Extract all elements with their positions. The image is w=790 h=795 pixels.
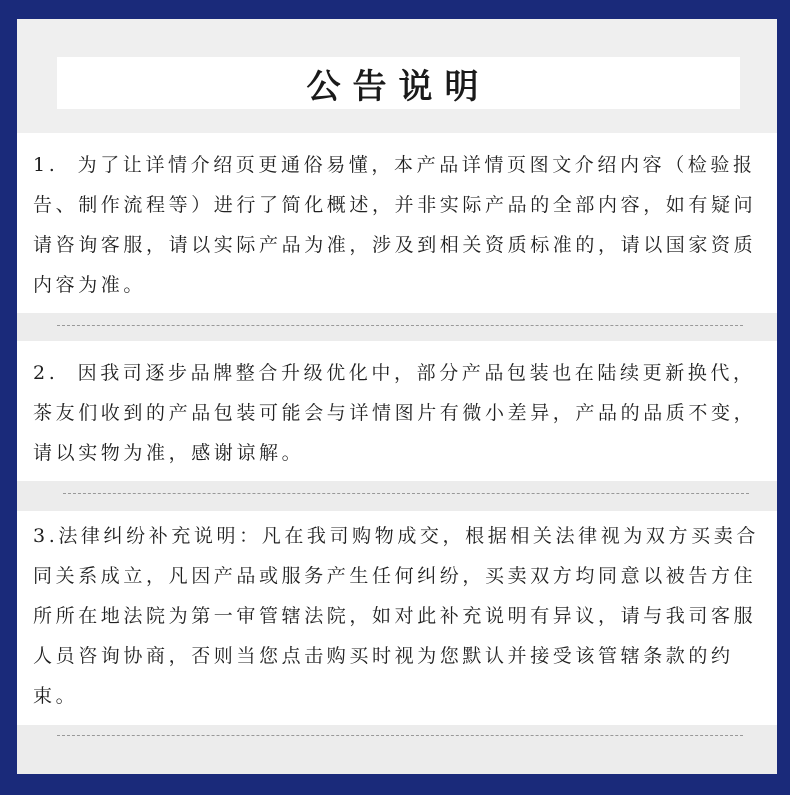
section-divider-2 [17,481,777,511]
notice-paragraph-1: 1. 为了让详情介绍页更通俗易懂，本产品详情页图文介绍内容（检验报告、制作流程等）进行了简化概述，并非实际产品的全部内容，如有疑问请咨询客服，请以实际产品为准，涉及到相关资质标准的，请以国家资质内容为准。 [33,154,757,296]
notice-section-3 [17,511,777,725]
dashed-rule-2 [63,493,749,494]
title-band [17,19,777,133]
section-divider-3 [17,725,777,774]
notice-title: 公告说明 [306,66,491,107]
dashed-rule-3 [57,735,743,736]
notice-section-2 [17,341,777,481]
notice-section-1 [17,133,777,313]
notice-panel [17,19,777,774]
title-box [57,57,740,109]
notice-paragraph-2: 2. 因我司逐步品牌整合升级优化中，部分产品包装也在陆续更新换代，茶友们收到的产品包装可能会与详情图片有微小差异，产品的品质不变，请以实物为准，感谢谅解。 [33,362,757,464]
section-divider-1 [17,313,777,341]
dashed-rule-1 [57,325,743,326]
notice-paragraph-3: 3.法律纠纷补充说明：凡在我司购物成交，根据相关法律视为双方买卖合同关系成立，凡因产品或服务产生任何纠纷，买卖双方均同意以被告方住所所在地法院为第一审管辖法院，如对此补充说明有异议，请与我司客服人员咨询协商，否则当您点击购买时视为您默认并接受该管辖条款的约束。 [33,525,759,707]
